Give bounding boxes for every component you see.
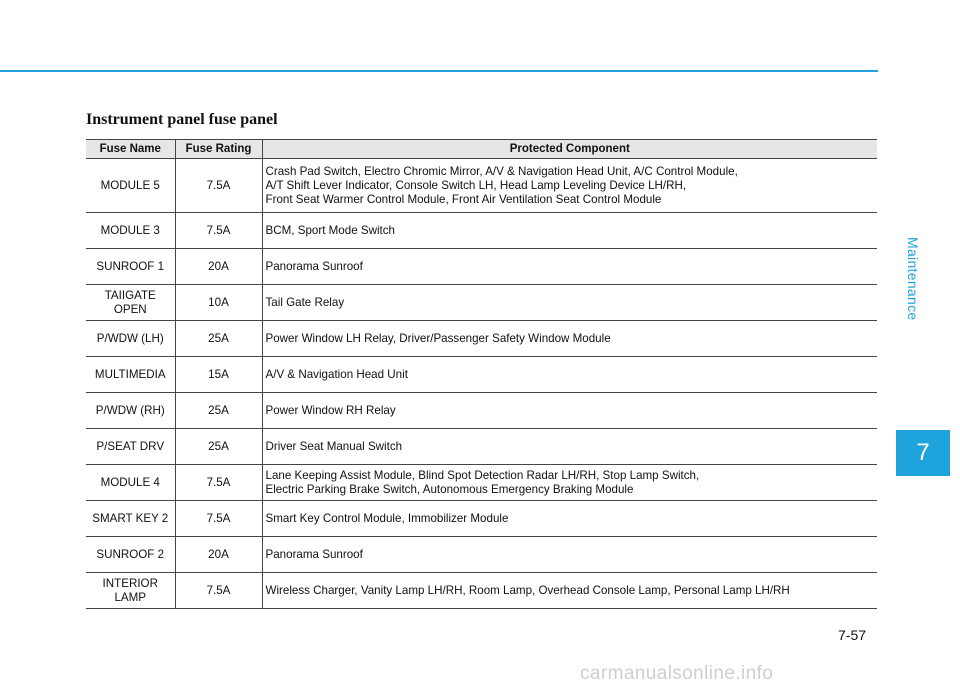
table-row — [86, 465, 877, 501]
chapter-number-badge: 7 — [896, 430, 950, 476]
protected-component-cell: Crash Pad Switch, Electro Chromic Mirror, A/V & Navigation Head Unit, A/C Control Module, A/T Shift Lever Indicator, Console Switch LH, Head Lamp Leveling Device LH/RH, Front Seat Warmer Control Module, Front Air Ventilation Seat Control Module — [262, 159, 877, 213]
table-row — [86, 285, 877, 321]
chapter-side-tab-label: Maintenance — [905, 237, 921, 321]
fuse-rating-cell: 25A — [175, 321, 262, 357]
protected-component-cell: Power Window LH Relay, Driver/Passenger Safety Window Module — [262, 321, 877, 357]
protected-component-cell: Driver Seat Manual Switch — [262, 429, 877, 465]
protected-component-cell: Lane Keeping Assist Module, Blind Spot Detection Radar LH/RH, Stop Lamp Switch, Electric Parking Brake Switch, Autonomous Emergency Braking Module — [262, 465, 877, 501]
top-divider — [0, 70, 878, 72]
header-protected-component: Protected Component — [262, 140, 877, 159]
table-row — [86, 249, 877, 285]
table-header-row — [86, 140, 877, 159]
fuse-name-cell: P/SEAT DRV — [86, 429, 175, 465]
protected-component-cell: Tail Gate Relay — [262, 285, 877, 321]
header-fuse-name: Fuse Name — [86, 140, 175, 159]
fuse-rating-cell: 7.5A — [175, 573, 262, 609]
table-row — [86, 213, 877, 249]
protected-component-cell: A/V & Navigation Head Unit — [262, 357, 877, 393]
fuse-rating-cell: 20A — [175, 249, 262, 285]
fuse-name-cell: INTERIOR LAMP — [86, 573, 175, 609]
fuse-rating-cell: 7.5A — [175, 465, 262, 501]
table-row — [86, 537, 877, 573]
table-row — [86, 393, 877, 429]
fuse-name-cell: MULTIMEDIA — [86, 357, 175, 393]
section-title: Instrument panel fuse panel — [86, 111, 278, 128]
protected-component-cell: Smart Key Control Module, Immobilizer Module — [262, 501, 877, 537]
watermark-text: carmanualsonline.info — [580, 663, 774, 684]
fuse-name-cell: MODULE 5 — [86, 159, 175, 213]
table-row — [86, 573, 877, 609]
fuse-rating-cell: 20A — [175, 537, 262, 573]
table-row — [86, 321, 877, 357]
fuse-name-cell: TAIIGATE OPEN — [86, 285, 175, 321]
fuse-table — [86, 139, 877, 609]
fuse-rating-cell: 10A — [175, 285, 262, 321]
protected-component-cell: Power Window RH Relay — [262, 393, 877, 429]
fuse-rating-cell: 25A — [175, 393, 262, 429]
table-row — [86, 357, 877, 393]
table-row — [86, 429, 877, 465]
fuse-name-cell: P/WDW (RH) — [86, 393, 175, 429]
fuse-name-cell: SUNROOF 2 — [86, 537, 175, 573]
fuse-name-cell: MODULE 4 — [86, 465, 175, 501]
protected-component-cell: BCM, Sport Mode Switch — [262, 213, 877, 249]
fuse-rating-cell: 25A — [175, 429, 262, 465]
protected-component-cell: Wireless Charger, Vanity Lamp LH/RH, Room Lamp, Overhead Console Lamp, Personal Lamp LH/RH — [262, 573, 877, 609]
fuse-name-cell: SUNROOF 1 — [86, 249, 175, 285]
fuse-rating-cell: 7.5A — [175, 159, 262, 213]
fuse-name-cell: SMART KEY 2 — [86, 501, 175, 537]
table-row — [86, 159, 877, 213]
page-number: 7-57 — [838, 627, 867, 643]
fuse-rating-cell: 7.5A — [175, 501, 262, 537]
fuse-name-cell: P/WDW (LH) — [86, 321, 175, 357]
header-fuse-rating: Fuse Rating — [175, 140, 262, 159]
table-row — [86, 501, 877, 537]
protected-component-cell: Panorama Sunroof — [262, 249, 877, 285]
fuse-rating-cell: 7.5A — [175, 213, 262, 249]
fuse-name-cell: MODULE 3 — [86, 213, 175, 249]
protected-component-cell: Panorama Sunroof — [262, 537, 877, 573]
fuse-rating-cell: 15A — [175, 357, 262, 393]
chapter-side-tab — [896, 128, 930, 430]
